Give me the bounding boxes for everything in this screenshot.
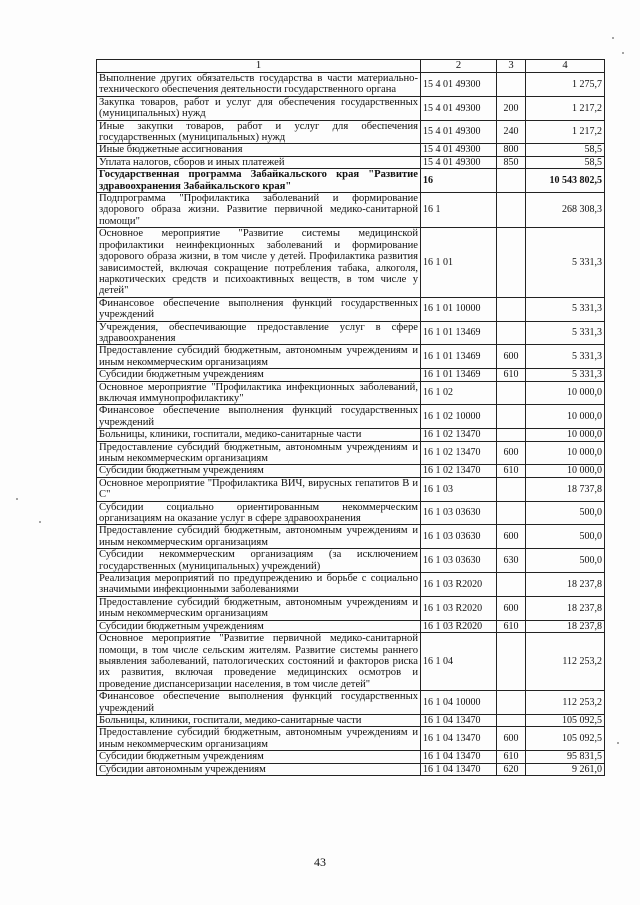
row-amount-cell: 18 237,8 (526, 573, 605, 597)
table-row (97, 751, 605, 763)
row-amount-cell: 1 217,2 (526, 120, 605, 144)
budget-table (96, 59, 605, 776)
page-number: 43 (314, 855, 326, 869)
row-amount-cell: 95 831,5 (526, 751, 605, 763)
row-amount-cell: 18 237,8 (526, 620, 605, 632)
row-code-cell: 16 1 03 03630 (421, 525, 497, 549)
row-code-cell: 15 4 01 49300 (421, 73, 497, 97)
row-amount-cell: 9 261,0 (526, 763, 605, 775)
scan-speck (39, 521, 41, 523)
row-name-cell: Субсидии бюджетным учреждениям (97, 620, 421, 632)
row-type-cell: 800 (497, 144, 526, 156)
table-row (97, 120, 605, 144)
column-header: 2 (421, 60, 497, 73)
row-code-cell: 16 1 04 13470 (421, 763, 497, 775)
row-code-cell: 16 1 02 13470 (421, 429, 497, 441)
row-amount-cell: 5 331,3 (526, 345, 605, 369)
row-type-cell (497, 193, 526, 228)
row-type-cell: 600 (497, 596, 526, 620)
row-type-cell (497, 501, 526, 525)
row-type-cell (497, 321, 526, 345)
row-amount-cell: 10 000,0 (526, 429, 605, 441)
row-code-cell: 16 1 03 03630 (421, 501, 497, 525)
row-name-cell: Государственная программа Забайкальского края "Развитие здравоохранения Забайкальского края" (97, 169, 421, 193)
row-name-cell: Субсидии автономным учреждениям (97, 763, 421, 775)
row-amount-cell: 10 000,0 (526, 381, 605, 405)
row-amount-cell: 58,5 (526, 144, 605, 156)
row-name-cell: Предоставление субсидий бюджетным, автономным учреждениям и иным некоммерческим организациям (97, 727, 421, 751)
row-type-cell (497, 429, 526, 441)
scan-speck (617, 742, 619, 744)
row-code-cell: 16 1 03 R2020 (421, 573, 497, 597)
row-amount-cell: 5 331,3 (526, 369, 605, 381)
row-code-cell: 15 4 01 49300 (421, 120, 497, 144)
row-amount-cell: 10 000,0 (526, 405, 605, 429)
row-name-cell: Реализация мероприятий по предупреждению и борьбе с социально значимыми инфекционными заболеваниями (97, 573, 421, 597)
row-name-cell: Основное мероприятие "Развитие системы медицинской профилактики неинфекционных заболеваний и формирование здорового образа жизни, в том числе у детей. Профилактика развития зависимостей, включая сокращение потребления табака, алкоголя, наркотических средств и психоактивных веществ, в том числе у детей" (97, 228, 421, 297)
row-type-cell (497, 573, 526, 597)
table-row (97, 321, 605, 345)
row-code-cell: 16 1 02 (421, 381, 497, 405)
row-code-cell: 16 1 01 13469 (421, 321, 497, 345)
row-name-cell: Финансовое обеспечение выполнения функций государственных учреждений (97, 405, 421, 429)
row-type-cell: 630 (497, 549, 526, 573)
row-name-cell: Субсидии бюджетным учреждениям (97, 369, 421, 381)
row-code-cell: 16 1 02 10000 (421, 405, 497, 429)
row-type-cell (497, 297, 526, 321)
column-header: 4 (526, 60, 605, 73)
row-name-cell: Субсидии бюджетным учреждениям (97, 751, 421, 763)
row-code-cell: 16 1 03 R2020 (421, 596, 497, 620)
row-name-cell: Основное мероприятие "Развитие первичной медико-санитарной помощи, в том числе сельским жителям. Развитие системы раннего выявления заболеваний, патологических состояний и факторов риска их развития, включая проведение медицинских осмотров и проведение диспансеризации населения, в том числе детей" (97, 633, 421, 691)
row-amount-cell: 1 275,7 (526, 73, 605, 97)
row-code-cell: 16 1 04 13470 (421, 714, 497, 726)
row-type-cell (497, 405, 526, 429)
table-row (97, 549, 605, 573)
row-type-cell (497, 73, 526, 97)
row-amount-cell: 10 543 802,5 (526, 169, 605, 193)
row-code-cell: 16 1 03 03630 (421, 549, 497, 573)
table-row (97, 193, 605, 228)
table-row (97, 369, 605, 381)
row-amount-cell: 58,5 (526, 156, 605, 168)
row-amount-cell: 5 331,3 (526, 321, 605, 345)
row-name-cell: Основное мероприятие "Профилактика ВИЧ, вирусных гепатитов В и С" (97, 477, 421, 501)
table-row (97, 405, 605, 429)
scan-speck (622, 52, 624, 54)
row-code-cell: 16 1 04 10000 (421, 691, 497, 715)
row-amount-cell: 10 000,0 (526, 465, 605, 477)
table-row (97, 465, 605, 477)
row-name-cell: Иные закупки товаров, работ и услуг для обеспечения государственных (муниципальных) нужд (97, 120, 421, 144)
row-name-cell: Предоставление субсидий бюджетным, автономным учреждениям и иным некоммерческим организациям (97, 441, 421, 465)
row-code-cell: 16 1 02 13470 (421, 441, 497, 465)
row-code-cell: 15 4 01 49300 (421, 156, 497, 168)
row-type-cell: 600 (497, 727, 526, 751)
row-code-cell: 16 (421, 169, 497, 193)
row-name-cell: Финансовое обеспечение выполнения функций государственных учреждений (97, 691, 421, 715)
row-type-cell (497, 714, 526, 726)
table-row (97, 633, 605, 691)
row-name-cell: Предоставление субсидий бюджетным, автономным учреждениям и иным некоммерческим организациям (97, 596, 421, 620)
row-name-cell: Предоставление субсидий бюджетным, автономным учреждениям и иным некоммерческим организациям (97, 345, 421, 369)
row-code-cell: 15 4 01 49300 (421, 96, 497, 120)
row-code-cell: 15 4 01 49300 (421, 144, 497, 156)
row-code-cell: 16 1 01 13469 (421, 345, 497, 369)
table-row (97, 727, 605, 751)
row-name-cell: Предоставление субсидий бюджетным, автономным учреждениям и иным некоммерческим организациям (97, 525, 421, 549)
table-row (97, 156, 605, 168)
row-amount-cell: 112 253,2 (526, 633, 605, 691)
table-row (97, 714, 605, 726)
row-name-cell: Субсидии бюджетным учреждениям (97, 465, 421, 477)
table-row (97, 144, 605, 156)
row-name-cell: Финансовое обеспечение выполнения функций государственных учреждений (97, 297, 421, 321)
table-row (97, 763, 605, 775)
row-name-cell: Основное мероприятие "Профилактика инфекционных заболеваний, включая иммунопрофилактику" (97, 381, 421, 405)
row-type-cell: 600 (497, 441, 526, 465)
row-code-cell: 16 1 01 10000 (421, 297, 497, 321)
table-row (97, 620, 605, 632)
scan-speck (16, 498, 18, 500)
row-code-cell: 16 1 04 13470 (421, 751, 497, 763)
row-name-cell: Закупка товаров, работ и услуг для обеспечения государственных (муниципальных) нужд (97, 96, 421, 120)
row-code-cell: 16 1 02 13470 (421, 465, 497, 477)
row-amount-cell: 5 331,3 (526, 228, 605, 297)
table-row (97, 73, 605, 97)
row-type-cell: 610 (497, 620, 526, 632)
row-type-cell (497, 691, 526, 715)
row-type-cell: 850 (497, 156, 526, 168)
table-row (97, 596, 605, 620)
row-type-cell: 610 (497, 751, 526, 763)
row-amount-cell: 500,0 (526, 501, 605, 525)
row-type-cell (497, 228, 526, 297)
row-code-cell: 16 1 03 R2020 (421, 620, 497, 632)
row-name-cell: Иные бюджетные ассигнования (97, 144, 421, 156)
row-name-cell: Подпрограмма "Профилактика заболеваний и формирование здорового образа жизни. Развитие первичной медико-санитарной помощи" (97, 193, 421, 228)
row-amount-cell: 105 092,5 (526, 714, 605, 726)
row-name-cell: Субсидии некоммерческим организациям (за исключением государственных (муниципальных) учреждений) (97, 549, 421, 573)
table-row (97, 691, 605, 715)
table-row (97, 345, 605, 369)
row-type-cell: 620 (497, 763, 526, 775)
row-type-cell: 240 (497, 120, 526, 144)
table-row (97, 525, 605, 549)
table-row (97, 381, 605, 405)
row-amount-cell: 10 000,0 (526, 441, 605, 465)
row-code-cell: 16 1 01 13469 (421, 369, 497, 381)
row-amount-cell: 268 308,3 (526, 193, 605, 228)
header-row (97, 60, 605, 73)
row-name-cell: Учреждения, обеспечивающие предоставление услуг в сфере здравоохранения (97, 321, 421, 345)
row-type-cell: 200 (497, 96, 526, 120)
table-row (97, 573, 605, 597)
row-name-cell: Больницы, клиники, госпитали, медико-санитарные части (97, 714, 421, 726)
row-name-cell: Субсидии социально ориентированным некоммерческим организациям на оказание услуг в сфере здравоохранения (97, 501, 421, 525)
row-type-cell: 600 (497, 345, 526, 369)
row-type-cell (497, 381, 526, 405)
table-row (97, 477, 605, 501)
row-amount-cell: 105 092,5 (526, 727, 605, 751)
row-name-cell: Выполнение других обязательств государства в части материально-технического обеспечения деятельности государственного органа (97, 73, 421, 97)
scan-speck (612, 37, 614, 39)
table-row (97, 441, 605, 465)
row-name-cell: Уплата налогов, сборов и иных платежей (97, 156, 421, 168)
row-code-cell: 16 1 (421, 193, 497, 228)
row-amount-cell: 500,0 (526, 549, 605, 573)
row-type-cell: 610 (497, 369, 526, 381)
row-code-cell: 16 1 03 (421, 477, 497, 501)
row-code-cell: 16 1 01 (421, 228, 497, 297)
table-row (97, 297, 605, 321)
table-row (97, 169, 605, 193)
row-type-cell: 610 (497, 465, 526, 477)
table-row (97, 96, 605, 120)
row-code-cell: 16 1 04 13470 (421, 727, 497, 751)
row-code-cell: 16 1 04 (421, 633, 497, 691)
row-amount-cell: 500,0 (526, 525, 605, 549)
row-amount-cell: 5 331,3 (526, 297, 605, 321)
row-type-cell (497, 477, 526, 501)
column-header: 1 (97, 60, 421, 73)
table-row (97, 228, 605, 297)
row-name-cell: Больницы, клиники, госпитали, медико-санитарные части (97, 429, 421, 441)
row-amount-cell: 18 737,8 (526, 477, 605, 501)
row-type-cell (497, 633, 526, 691)
row-type-cell (497, 169, 526, 193)
row-amount-cell: 1 217,2 (526, 96, 605, 120)
table-row (97, 501, 605, 525)
table-row (97, 429, 605, 441)
row-amount-cell: 112 253,2 (526, 691, 605, 715)
row-type-cell: 600 (497, 525, 526, 549)
row-amount-cell: 18 237,8 (526, 596, 605, 620)
column-header: 3 (497, 60, 526, 73)
